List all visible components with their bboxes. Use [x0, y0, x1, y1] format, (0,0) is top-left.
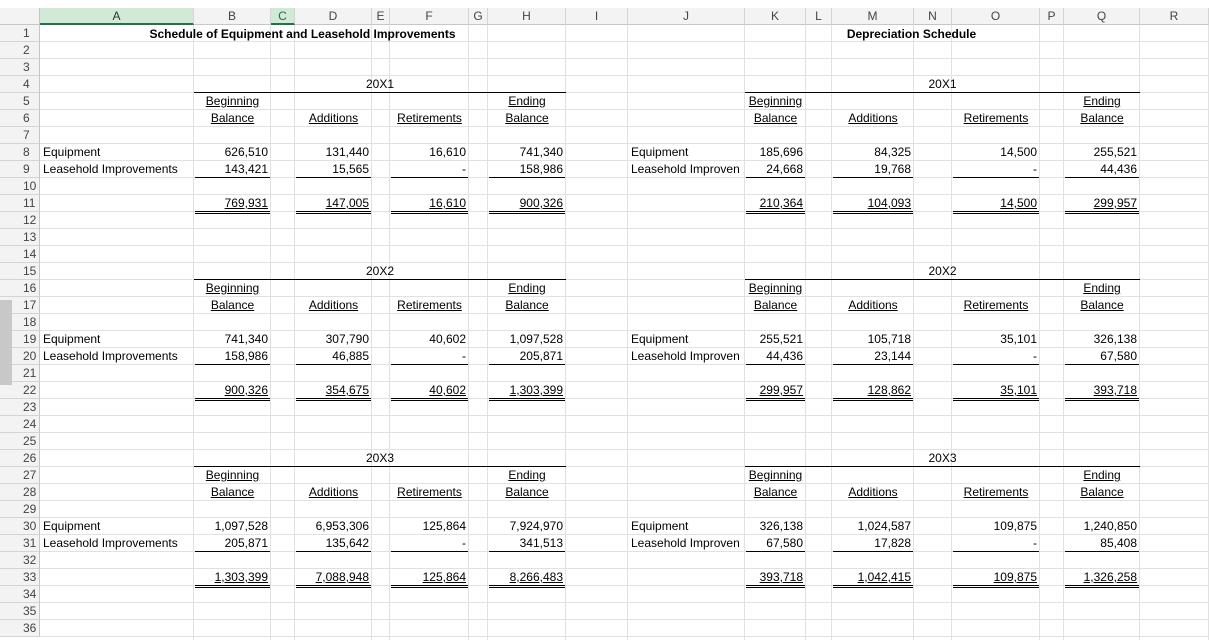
row-header-5[interactable]: 5: [0, 93, 40, 110]
value-equipment: 185,696: [759, 145, 803, 159]
row-header-25[interactable]: 25: [0, 433, 40, 450]
subtotal-line: [1065, 551, 1139, 552]
value-equipment: 626,510: [224, 145, 268, 159]
row-label-leasehold-right: Leasehold Improven: [631, 162, 740, 176]
value-leasehold: -: [1033, 536, 1037, 550]
total-double-line: [391, 587, 468, 588]
header-right-line2: Additions: [848, 298, 898, 312]
header-left-line1: Beginning: [205, 94, 260, 108]
column-header-e[interactable]: E: [372, 8, 390, 25]
row-label-equipment-right: Equipment: [631, 332, 689, 346]
row-header-34[interactable]: 34: [0, 586, 40, 603]
value-total: 299,957: [759, 383, 803, 397]
value-leasehold: 158,986: [224, 349, 268, 363]
column-header-f[interactable]: F: [390, 8, 469, 25]
value-total: 210,364: [759, 196, 803, 210]
row-header-36[interactable]: 36: [0, 620, 40, 637]
header-right-line2: Balance: [753, 111, 798, 125]
value-equipment: 1,097,528: [509, 332, 563, 346]
subtotal-line: [391, 177, 468, 178]
column-header-d[interactable]: D: [295, 8, 372, 25]
value-equipment: 255,521: [759, 332, 803, 346]
value-leasehold: -: [462, 162, 466, 176]
column-header-o[interactable]: O: [952, 8, 1040, 25]
select-all-corner[interactable]: [0, 8, 40, 25]
subtotal-line: [953, 364, 1039, 365]
value-equipment: 131,440: [325, 145, 369, 159]
value-equipment: 1,097,528: [214, 519, 268, 533]
row-header-31[interactable]: 31: [0, 535, 40, 552]
header-left-line1: Ending: [508, 281, 546, 295]
value-total: 769,931: [224, 196, 268, 210]
value-total: 1,303,399: [509, 383, 563, 397]
right-title: Depreciation Schedule: [846, 27, 977, 41]
value-leasehold: 17,828: [874, 536, 911, 550]
total-double-line: [1065, 400, 1139, 401]
value-total: 1,303,399: [214, 570, 268, 584]
value-total: 393,718: [1093, 383, 1137, 397]
total-double-line: [195, 213, 270, 214]
header-left-line2: Additions: [308, 298, 359, 312]
total-double-line: [296, 213, 371, 214]
row-header-27[interactable]: 27: [0, 467, 40, 484]
row-header-12[interactable]: 12: [0, 212, 40, 229]
subtotal-line: [833, 551, 913, 552]
subtotal-line: [746, 364, 805, 365]
value-total: 299,957: [1093, 196, 1137, 210]
value-leasehold: 44,436: [1100, 162, 1137, 176]
column-header-c[interactable]: C: [271, 8, 295, 25]
row-header-6[interactable]: 6: [0, 110, 40, 127]
row-header-23[interactable]: 23: [0, 399, 40, 416]
value-total: 125,864: [422, 570, 466, 584]
row-gridline: [40, 126, 1209, 127]
total-double-line: [953, 587, 1039, 588]
value-equipment: 1,240,850: [1083, 519, 1137, 533]
row-gridline: [40, 313, 1209, 314]
total-double-line: [833, 400, 913, 401]
total-double-line: [391, 585, 468, 586]
value-total: 35,101: [1000, 383, 1037, 397]
header-right-line2: Balance: [1080, 111, 1124, 125]
header-left-line2: Balance: [505, 111, 549, 125]
row-label-leasehold-right: Leasehold Improven: [631, 349, 740, 363]
total-double-line: [195, 585, 270, 586]
total-double-line: [833, 213, 913, 214]
subtotal-line: [391, 364, 468, 365]
row-header-4[interactable]: 4: [0, 76, 40, 93]
column-header-m[interactable]: M: [832, 8, 914, 25]
value-total: 109,875: [993, 570, 1037, 584]
total-double-line: [391, 211, 468, 212]
column-header-n[interactable]: N: [914, 8, 952, 25]
value-leasehold: 19,768: [874, 162, 911, 176]
row-header-16[interactable]: 16: [0, 280, 40, 297]
value-total: 7,088,948: [315, 570, 369, 584]
value-leasehold: 341,513: [519, 536, 563, 550]
value-leasehold: 205,871: [224, 536, 268, 550]
value-leasehold: 205,871: [519, 349, 563, 363]
total-double-line: [953, 398, 1039, 399]
value-leasehold: -: [1033, 349, 1037, 363]
total-double-line: [195, 398, 270, 399]
header-right-line2: Retirements: [963, 298, 1029, 312]
value-total: 1,326,258: [1083, 570, 1137, 584]
subtotal-line: [296, 364, 371, 365]
total-double-line: [833, 398, 913, 399]
total-double-line: [296, 585, 371, 586]
row-header-9[interactable]: 9: [0, 161, 40, 178]
row-header-14[interactable]: 14: [0, 246, 40, 263]
value-leasehold: 23,144: [874, 349, 911, 363]
value-leasehold: 24,668: [766, 162, 803, 176]
total-double-line: [489, 211, 565, 212]
year-label-left: 20X2: [365, 264, 395, 278]
row-header-33[interactable]: 33: [0, 569, 40, 586]
header-left-line2: Balance: [505, 485, 549, 499]
total-double-line: [489, 400, 565, 401]
value-total: 128,862: [867, 383, 911, 397]
row-header-32[interactable]: 32: [0, 552, 40, 569]
total-double-line: [1065, 587, 1139, 588]
row-label-equipment-right: Equipment: [631, 519, 689, 533]
row-gridline: [40, 636, 1209, 637]
value-leasehold: 15,565: [332, 162, 369, 176]
row-header-13[interactable]: 13: [0, 229, 40, 246]
row-header-30[interactable]: 30: [0, 518, 40, 535]
value-equipment: 326,138: [759, 519, 803, 533]
value-total: 16,610: [429, 196, 466, 210]
header-right-line2: Additions: [848, 485, 898, 499]
column-header-g[interactable]: G: [469, 8, 488, 25]
subtotal-line: [953, 177, 1039, 178]
value-leasehold: -: [462, 349, 466, 363]
total-double-line: [953, 213, 1039, 214]
row-gridline: [40, 619, 1209, 620]
subtotal-line: [833, 177, 913, 178]
header-right-line1: Beginning: [748, 468, 803, 482]
value-total: 104,093: [867, 196, 911, 210]
header-right-line2: Balance: [753, 298, 798, 312]
header-left-line1: Beginning: [205, 281, 260, 295]
row-header-20[interactable]: 20: [0, 348, 40, 365]
row-header-24[interactable]: 24: [0, 416, 40, 433]
value-equipment: 105,718: [867, 332, 911, 346]
column-header-j[interactable]: J: [628, 8, 745, 25]
total-double-line: [953, 211, 1039, 212]
header-left-line2: Additions: [308, 485, 359, 499]
value-equipment: 16,610: [429, 145, 466, 159]
column-header-i[interactable]: I: [566, 8, 628, 25]
total-double-line: [391, 400, 468, 401]
header-right-line2: Balance: [753, 485, 798, 499]
row-label-leasehold-right: Leasehold Improven: [631, 536, 740, 550]
column-header-q[interactable]: Q: [1064, 8, 1140, 25]
value-leasehold: 143,421: [224, 162, 268, 176]
row-header-35[interactable]: 35: [0, 603, 40, 620]
value-equipment: 125,864: [422, 519, 466, 533]
value-leasehold: -: [462, 536, 466, 550]
header-right-line1: Ending: [1083, 468, 1121, 482]
total-double-line: [296, 398, 371, 399]
total-double-line: [953, 400, 1039, 401]
row-header-22[interactable]: 22: [0, 382, 40, 399]
subtotal-line: [391, 551, 468, 552]
total-double-line: [489, 585, 565, 586]
subtotal-line: [195, 551, 270, 552]
row-header-17[interactable]: 17: [0, 297, 40, 314]
column-header-p[interactable]: P: [1040, 8, 1064, 25]
value-equipment: 7,924,970: [509, 519, 563, 533]
row-header-10[interactable]: 10: [0, 178, 40, 195]
total-double-line: [296, 211, 371, 212]
value-leasehold: 135,642: [325, 536, 369, 550]
value-leasehold: 85,408: [1100, 536, 1137, 550]
header-left-line2: Retirements: [397, 111, 462, 125]
value-total: 1,042,415: [857, 570, 911, 584]
total-double-line: [953, 585, 1039, 586]
subtotal-line: [1065, 177, 1139, 178]
subtotal-line: [195, 177, 270, 178]
value-equipment: 6,953,306: [315, 519, 369, 533]
year-label-right: 20X2: [928, 264, 957, 278]
header-left-line2: Balance: [210, 485, 255, 499]
header-left-line2: Retirements: [397, 298, 462, 312]
value-total: 393,718: [759, 570, 803, 584]
subtotal-line: [195, 364, 270, 365]
total-double-line: [833, 211, 913, 212]
value-total: 40,602: [429, 383, 466, 397]
header-left-line2: Balance: [210, 111, 255, 125]
column-header-b[interactable]: B: [194, 8, 271, 25]
header-right-line2: Retirements: [963, 111, 1029, 125]
value-total: 8,266,483: [509, 570, 563, 584]
header-left-line1: Ending: [508, 94, 546, 108]
value-total: 900,326: [519, 196, 563, 210]
subtotal-line: [296, 177, 371, 178]
row-gridline: [40, 58, 1209, 59]
row-gridline: [40, 432, 1209, 433]
header-left-line2: Additions: [308, 111, 359, 125]
value-equipment: 741,340: [519, 145, 563, 159]
year-label-right: 20X1: [928, 77, 957, 91]
total-double-line: [391, 398, 468, 399]
total-double-line: [489, 398, 565, 399]
header-right-line1: Beginning: [748, 94, 803, 108]
total-double-line: [1065, 213, 1139, 214]
header-right-line1: Beginning: [748, 281, 803, 295]
row-gridline: [40, 245, 1209, 246]
header-left-line2: Balance: [505, 298, 549, 312]
total-double-line: [833, 587, 913, 588]
column-header-h[interactable]: H: [488, 8, 566, 25]
row-label-equipment-right: Equipment: [631, 145, 689, 159]
value-leasehold: 44,436: [766, 349, 803, 363]
row-header-7[interactable]: 7: [0, 127, 40, 144]
value-leasehold: -: [1033, 162, 1037, 176]
row-label-equipment: Equipment: [43, 145, 101, 159]
header-left-line1: Ending: [508, 468, 546, 482]
row-header-8[interactable]: 8: [0, 144, 40, 161]
subtotal-line: [1065, 364, 1139, 365]
row-header-29[interactable]: 29: [0, 501, 40, 518]
subtotal-line: [833, 364, 913, 365]
row-gridline: [40, 228, 1209, 229]
header-left-line2: Retirements: [397, 485, 462, 499]
column-header-l[interactable]: L: [806, 8, 832, 25]
header-left-line1: Beginning: [205, 468, 260, 482]
total-double-line: [296, 400, 371, 401]
value-leasehold: 46,885: [332, 349, 369, 363]
row-header-2[interactable]: 2: [0, 42, 40, 59]
total-double-line: [746, 211, 805, 212]
row-header-18[interactable]: 18: [0, 314, 40, 331]
left-title: Schedule of Equipment and Leasehold Improvements: [149, 27, 456, 41]
row-header-1[interactable]: 1: [0, 25, 40, 42]
column-header-a[interactable]: A: [40, 8, 194, 25]
value-total: 147,005: [325, 196, 369, 210]
row-label-equipment: Equipment: [43, 519, 101, 533]
value-equipment: 1,024,587: [857, 519, 911, 533]
total-double-line: [1065, 398, 1139, 399]
total-double-line: [833, 585, 913, 586]
header-right-line2: Balance: [1080, 298, 1124, 312]
value-equipment: 84,325: [874, 145, 911, 159]
subtotal-line: [953, 551, 1039, 552]
value-total: 354,675: [325, 383, 369, 397]
row-header-11[interactable]: 11: [0, 195, 40, 212]
column-gridline: [627, 25, 628, 640]
value-equipment: 741,340: [224, 332, 268, 346]
row-header-21[interactable]: 21: [0, 365, 40, 382]
header-right-line1: Ending: [1083, 281, 1121, 295]
column-header-r[interactable]: R: [1140, 8, 1209, 25]
total-double-line: [296, 587, 371, 588]
subtotal-line: [296, 551, 371, 552]
value-leasehold: 67,580: [766, 536, 803, 550]
row-label-leasehold: Leasehold Improvements: [43, 536, 178, 550]
total-double-line: [746, 400, 805, 401]
subtotal-line: [746, 177, 805, 178]
year-label-right: 20X3: [928, 451, 957, 465]
total-double-line: [746, 213, 805, 214]
total-double-line: [195, 587, 270, 588]
total-double-line: [489, 587, 565, 588]
row-header-26[interactable]: 26: [0, 450, 40, 467]
year-label-left: 20X3: [365, 451, 395, 465]
total-double-line: [746, 398, 805, 399]
row-label-leasehold: Leasehold Improvements: [43, 349, 178, 363]
header-left-line2: Balance: [210, 298, 255, 312]
vertical-scrollbar-thumb[interactable]: [0, 300, 12, 385]
value-equipment: 40,602: [429, 332, 466, 346]
total-double-line: [391, 213, 468, 214]
row-label-leasehold: Leasehold Improvements: [43, 162, 178, 176]
row-header-19[interactable]: 19: [0, 331, 40, 348]
total-double-line: [1065, 585, 1139, 586]
value-equipment: 307,790: [325, 332, 369, 346]
total-double-line: [746, 587, 805, 588]
header-right-line2: Retirements: [963, 485, 1029, 499]
row-label-equipment: Equipment: [43, 332, 101, 346]
value-equipment: 35,101: [1000, 332, 1037, 346]
column-header-k[interactable]: K: [745, 8, 806, 25]
value-equipment: 326,138: [1093, 332, 1137, 346]
value-leasehold: 158,986: [519, 162, 563, 176]
total-double-line: [489, 213, 565, 214]
row-header-3[interactable]: 3: [0, 59, 40, 76]
header-right-line2: Additions: [848, 111, 898, 125]
header-right-line1: Ending: [1083, 94, 1121, 108]
total-double-line: [746, 585, 805, 586]
subtotal-line: [489, 551, 565, 552]
total-double-line: [195, 400, 270, 401]
subtotal-line: [746, 551, 805, 552]
total-double-line: [1065, 211, 1139, 212]
row-header-15[interactable]: 15: [0, 263, 40, 280]
total-double-line: [195, 211, 270, 212]
value-equipment: 109,875: [993, 519, 1037, 533]
value-total: 900,326: [224, 383, 268, 397]
row-gridline: [40, 415, 1209, 416]
subtotal-line: [489, 364, 565, 365]
value-total: 14,500: [1000, 196, 1037, 210]
subtotal-line: [489, 177, 565, 178]
row-header-28[interactable]: 28: [0, 484, 40, 501]
value-equipment: 14,500: [1000, 145, 1037, 159]
value-equipment: 255,521: [1093, 145, 1137, 159]
year-label-left: 20X1: [365, 77, 395, 91]
header-right-line2: Balance: [1080, 485, 1124, 499]
row-gridline: [40, 602, 1209, 603]
value-leasehold: 67,580: [1100, 349, 1137, 363]
row-gridline: [40, 500, 1209, 501]
